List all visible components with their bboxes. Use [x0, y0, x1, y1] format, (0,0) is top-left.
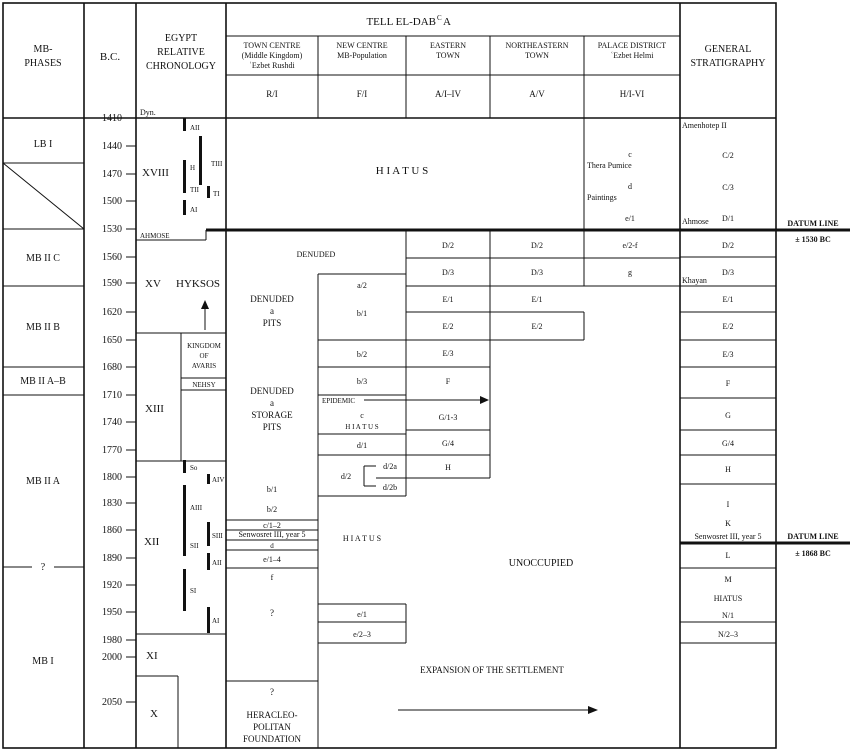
- year-1620: 1620: [102, 307, 122, 318]
- et-g4: G/4: [442, 439, 454, 448]
- year-1560: 1560: [102, 252, 122, 263]
- general-header-1: GENERAL: [704, 44, 752, 55]
- phase-mb-i: MB I: [32, 656, 54, 667]
- palace-e1: e/1: [625, 214, 635, 223]
- kingdom-label-2: OF: [199, 352, 209, 360]
- nc-b1: b/1: [356, 309, 368, 318]
- area-new-centre-2: MB-Population: [337, 51, 387, 60]
- tell-header-end: A: [443, 16, 451, 28]
- pd-e2f: e/2-f: [622, 241, 638, 250]
- et-g13: G/1-3: [438, 413, 458, 422]
- area-palace-2: ʿEzbet Helmi: [610, 51, 654, 60]
- year-2050: 2050: [102, 697, 122, 708]
- pharaoh-siii: SIII: [212, 532, 223, 540]
- ne-e1: E/1: [531, 295, 543, 304]
- gs-n23: N/2–3: [718, 630, 738, 639]
- area-town-centre-code: R/I: [266, 89, 278, 99]
- et-f: F: [445, 377, 451, 386]
- egypt-column: [136, 118, 226, 748]
- gs-g4: G/4: [722, 439, 734, 448]
- year-1680: 1680: [102, 362, 122, 373]
- nc-b2: b/2: [356, 350, 368, 359]
- tc-f: f: [270, 573, 274, 582]
- palace-thera: Thera Pumice: [587, 161, 632, 170]
- gs-n1: N/1: [722, 611, 734, 620]
- year-1920: 1920: [102, 580, 122, 591]
- phase-mb-ii-b: MB II B: [26, 322, 60, 333]
- datum-2-label: DATUM LINE: [787, 532, 839, 541]
- tell-header-sup: C: [437, 14, 442, 22]
- pharaoh-tiii: TIII: [211, 160, 223, 168]
- tell-data-area: [226, 118, 680, 748]
- year-1830: 1830: [102, 498, 122, 509]
- tc-d-small: d: [270, 542, 274, 550]
- nc-d2b: d/2b: [382, 483, 398, 492]
- gs-k: K: [725, 519, 731, 528]
- pharaoh-tii: TII: [190, 186, 199, 194]
- nc-e1: e/1: [357, 610, 367, 619]
- year-1530: 1530: [102, 224, 122, 235]
- mb-phases-header-2: PHASES: [24, 58, 62, 69]
- tc-question: ?: [270, 608, 274, 618]
- dynasty-xviii: XVIII: [142, 167, 169, 179]
- pharaoh-h: H: [190, 164, 196, 172]
- pharaoh-ti: TI: [213, 190, 220, 198]
- phase-lb-i: LB I: [33, 139, 53, 150]
- area-new-centre-1: NEW CENTRE: [336, 41, 388, 50]
- area-town-centre-1: TOWN CENTRE: [243, 41, 301, 50]
- et-d2: D/2: [442, 241, 454, 250]
- tc-storage-4: PITS: [262, 422, 282, 432]
- nc-hiatus-2: H I A T U S: [342, 534, 382, 543]
- year-1740: 1740: [102, 417, 122, 428]
- palace-d: d: [628, 182, 632, 191]
- nc-hiatus-1: H I A T U S: [345, 423, 379, 431]
- datum-2-value: ± 1868 BC: [795, 549, 831, 558]
- general-stratigraphy-column: [680, 121, 776, 643]
- ne-d3: D/3: [531, 268, 543, 277]
- ahmose-label: AHMOSE: [140, 232, 170, 240]
- tc-heracleo-1: HERACLEO-: [246, 710, 298, 720]
- year-1890: 1890: [102, 553, 122, 564]
- year-1800: 1800: [102, 472, 122, 483]
- gs-d3: D/3: [722, 268, 734, 277]
- kingdom-label-1: KINGDOM: [187, 342, 221, 350]
- gs-e3: E/3: [722, 350, 734, 359]
- gs-senwosret: Senwosret III, year 5: [694, 532, 762, 541]
- tc-storage-1: DENUDED: [250, 386, 294, 396]
- tc-heracleo-3: FOUNDATION: [243, 734, 301, 744]
- et-d3: D/3: [442, 268, 454, 277]
- tc-heracleo-2: POLITAN: [253, 722, 291, 732]
- area-new-centre-code: F/I: [356, 89, 368, 99]
- area-palace-1: PALACE DISTRICT: [597, 41, 667, 50]
- area-town-centre-2: (Middle Kingdom): [241, 51, 303, 60]
- egypt-header-3: CHRONOLOGY: [146, 61, 216, 72]
- kingdom-label-3: AVARIS: [191, 362, 217, 370]
- gs-ahmose: Ahmose: [682, 217, 709, 226]
- year-1770: 1770: [102, 445, 122, 456]
- year-1650: 1650: [102, 335, 122, 346]
- pharaoh-aii-top: AII: [190, 124, 200, 132]
- year-1950: 1950: [102, 607, 122, 618]
- tc-e14: e/1–4: [263, 555, 281, 564]
- mb-phases-column: [3, 139, 84, 667]
- dyn-label: Dyn.: [140, 108, 156, 117]
- gs-c3: C/3: [722, 183, 734, 192]
- year-2000: 2000: [102, 652, 122, 663]
- palace-c: c: [628, 150, 632, 159]
- tc-b2: b/2: [266, 505, 278, 514]
- year-1410: 1410: [102, 113, 122, 124]
- general-header-2: STRATIGRAPHY: [690, 58, 766, 69]
- gs-h: H: [725, 465, 731, 474]
- nc-d2a: d/2a: [383, 462, 397, 471]
- area-northeastern-1: NORTHEASTERN: [505, 41, 569, 50]
- hiatus-top: H I A T U S: [375, 165, 429, 177]
- year-1980: 1980: [102, 635, 122, 646]
- dynasty-x: X: [150, 708, 158, 720]
- gs-m: M: [724, 575, 732, 584]
- expansion-label: EXPANSION OF THE SETTLEMENT: [420, 665, 564, 675]
- datum-1-value: ± 1530 BC: [795, 235, 831, 244]
- datum-labels: [787, 219, 838, 558]
- tc-denuded: DENUDED: [296, 250, 336, 259]
- gs-i: I: [726, 500, 730, 509]
- pharaoh-ai-bottom: AI: [212, 617, 220, 625]
- pharaoh-aii-bottom: AII: [212, 559, 222, 567]
- egypt-header-1: EGYPT: [164, 33, 198, 44]
- tc-pits-1: DENUDED: [250, 294, 294, 304]
- tc-senwosret: Senwosret III, year 5: [238, 530, 306, 539]
- gs-f: F: [725, 379, 731, 388]
- year-1590: 1590: [102, 278, 122, 289]
- et-h: H: [445, 463, 451, 472]
- et-e1: E/1: [442, 295, 454, 304]
- tc-storage-2: a: [270, 398, 274, 408]
- year-1440: 1440: [102, 141, 122, 152]
- pharaoh-sii: SII: [190, 542, 199, 550]
- nc-d2: d/2: [340, 472, 352, 481]
- gs-hiatus: HIATUS: [713, 594, 743, 603]
- dynasty-xiii: XIII: [145, 403, 164, 415]
- et-e2: E/2: [442, 322, 454, 331]
- egypt-header-2: RELATIVE: [157, 47, 205, 58]
- tc-question-2: ?: [270, 687, 274, 697]
- gs-c2: C/2: [722, 151, 734, 160]
- area-eastern-code: A/I–IV: [435, 89, 461, 99]
- palace-paintings: Paintings: [587, 193, 617, 202]
- nc-d1: d/1: [356, 441, 368, 450]
- tc-pits-2: a: [270, 306, 274, 316]
- ne-e2: E/2: [531, 322, 543, 331]
- area-northeastern-code: A/V: [529, 89, 545, 99]
- gs-amenhotep: Amenhotep II: [682, 121, 727, 130]
- area-northeastern-2: TOWN: [525, 51, 549, 60]
- epidemic-label: EPIDEMIC: [322, 397, 356, 405]
- pd-g: g: [628, 268, 632, 277]
- dynasty-xi: XI: [146, 650, 158, 662]
- dynasty-xv: XV: [145, 278, 161, 290]
- phase-mb-ii-a: MB II A: [26, 476, 60, 487]
- mb-phases-header-1: MB-: [33, 44, 53, 55]
- pharaoh-aiii: AIII: [190, 504, 203, 512]
- gs-l: L: [725, 551, 731, 560]
- nc-c: c: [360, 411, 364, 420]
- unoccupied-label: UNOCCUPIED: [508, 558, 574, 569]
- gs-e1: E/1: [722, 295, 734, 304]
- tc-c12: c/1–2: [263, 521, 281, 530]
- datum-1-label: DATUM LINE: [787, 219, 839, 228]
- phase-question: ?: [40, 562, 46, 573]
- year-scale: [102, 113, 136, 708]
- nehsy-label: NEHSY: [192, 381, 216, 389]
- year-1470: 1470: [102, 169, 122, 180]
- phase-mb-ii-a-b: MB II A–B: [20, 376, 66, 387]
- nc-a2: a/2: [357, 281, 367, 290]
- gs-d1: D/1: [722, 214, 734, 223]
- phase-mb-ii-c: MB II C: [26, 253, 60, 264]
- year-1710: 1710: [102, 390, 122, 401]
- area-town-centre-3: ʿEzbet Rushdi: [249, 61, 295, 70]
- tc-storage-3: STORAGE: [251, 410, 293, 420]
- year-1860: 1860: [102, 525, 122, 536]
- pharaoh-si: SI: [190, 587, 197, 595]
- year-1500: 1500: [102, 196, 122, 207]
- pharaoh-aiv: AIV: [212, 476, 225, 484]
- gs-khayan: Khayan: [682, 276, 707, 285]
- bc-header: B.C.: [99, 51, 121, 63]
- dynasty-xii: XII: [144, 536, 160, 548]
- area-eastern-1: EASTERN: [430, 41, 466, 50]
- area-palace-code: H/I-VI: [619, 89, 645, 99]
- et-e3: E/3: [442, 349, 454, 358]
- tc-pits-3: PITS: [262, 318, 282, 328]
- hyksos-label: HYKSOS: [176, 278, 221, 290]
- ne-d2: D/2: [531, 241, 543, 250]
- gs-d2: D/2: [722, 241, 734, 250]
- gs-e2: E/2: [722, 322, 734, 331]
- tell-header: TELL EL-DAB: [366, 16, 436, 28]
- area-eastern-2: TOWN: [436, 51, 460, 60]
- tc-b1: b/1: [266, 485, 278, 494]
- gs-g: G: [725, 411, 731, 420]
- nc-b3: b/3: [356, 377, 368, 386]
- pharaoh-ai-top: AI: [190, 206, 198, 214]
- nc-e23: e/2–3: [353, 630, 371, 639]
- pharaoh-so: So: [190, 464, 198, 472]
